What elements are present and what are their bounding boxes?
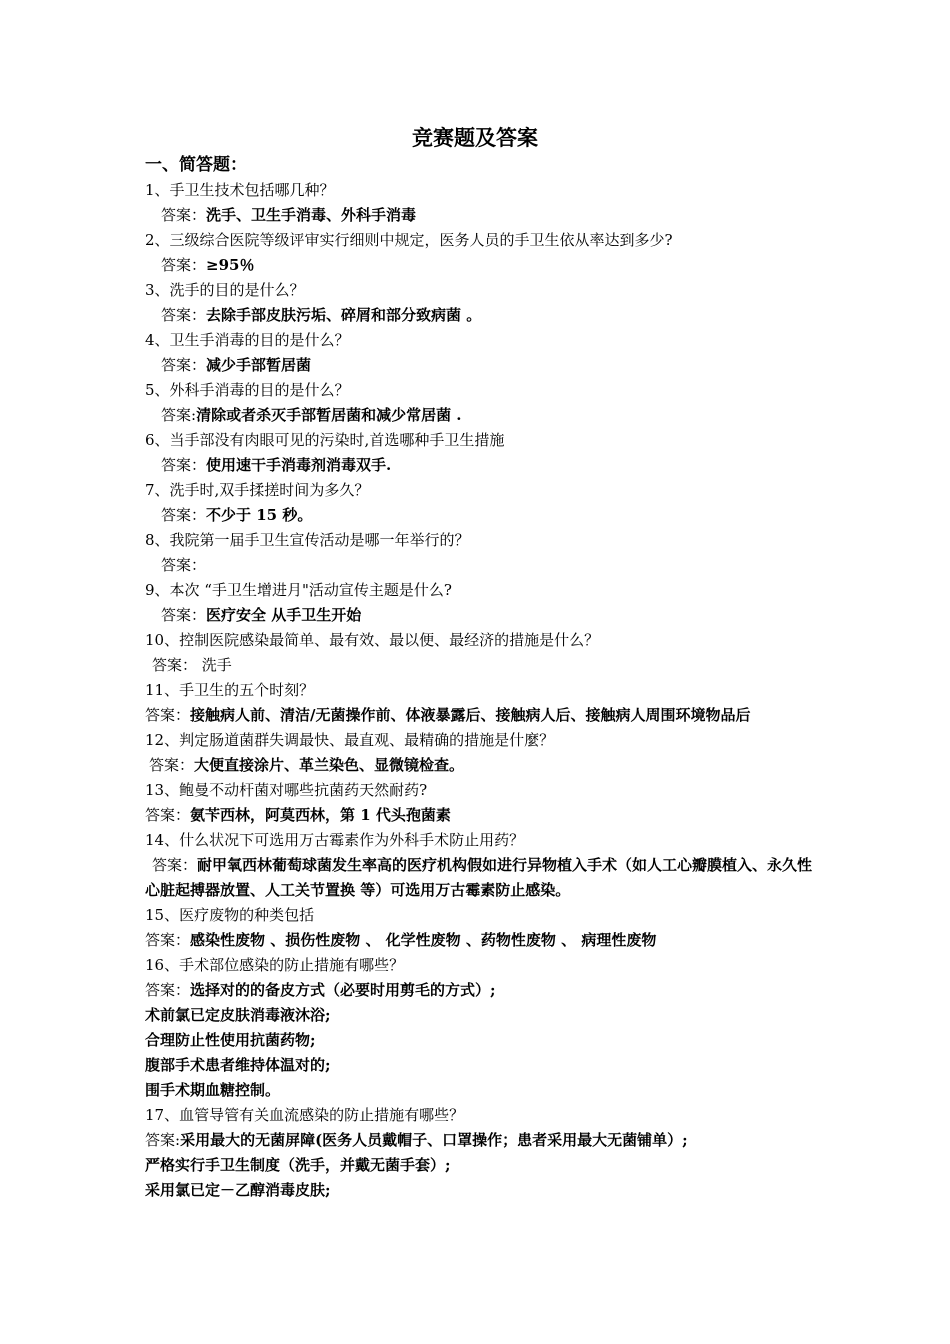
answer-text: 采用最大的无菌屏障(医务人员戴帽子、口罩操作；患者采用最大无菌铺单）; bbox=[180, 1131, 688, 1149]
question-7: 7、洗手时,双手揉搓时间为多久？ bbox=[145, 481, 370, 499]
question-10: 10、控制医院感染最简单、最有效、最以便、最经济的措施是什么？ bbox=[145, 631, 600, 649]
answer-text: ≥95％ bbox=[206, 256, 255, 274]
question-5: 5、外科手消毒的目的是什么？ bbox=[145, 381, 350, 399]
answer-prefix: 答案： bbox=[161, 606, 207, 624]
answer-16 bbox=[145, 978, 820, 1003]
answer-prefix: 答案： bbox=[145, 806, 191, 824]
answer-3 bbox=[145, 303, 820, 328]
answer-16-item: 术前氯已定皮肤消毒液沐浴; bbox=[145, 1006, 331, 1024]
answer-text: 耐甲氧西林葡萄球菌发生率高的医疗机构假如进行异物植入手术（如人工心瓣膜植入、永久性心脏起搏器放置、人工关节置换 等）可选用万古霉素防止感染。 bbox=[145, 856, 813, 899]
answer-prefix: 答案： bbox=[145, 981, 191, 999]
answer-17 bbox=[145, 1128, 820, 1153]
question-16: 16、手术部位感染的防止措施有哪些？ bbox=[145, 956, 405, 974]
answer-prefix: 答案： bbox=[161, 206, 207, 224]
answer-text: 减少手部暂居菌 bbox=[206, 356, 312, 374]
answer-12 bbox=[145, 753, 820, 778]
answer-prefix: 答案: bbox=[161, 406, 197, 424]
answer-prefix: 答案： bbox=[161, 306, 207, 324]
answer-6 bbox=[145, 453, 820, 478]
answer-2 bbox=[145, 253, 820, 278]
question-8: 8、我院第一届手卫生宣传活动是哪一年举行的？ bbox=[145, 531, 470, 549]
answer-prefix: 答案： bbox=[152, 856, 198, 874]
answer-14 bbox=[145, 853, 820, 903]
answer-prefix: 答案： bbox=[161, 456, 207, 474]
answer-prefix: 答案： bbox=[145, 931, 191, 949]
answer-prefix: 答案： bbox=[149, 756, 195, 774]
question-15: 15、医疗废物的种类包括 bbox=[145, 906, 315, 924]
question-6: 6、当手部没有肉眼可见的污染时,首选哪种手卫生措施 bbox=[145, 431, 505, 449]
answer-15 bbox=[145, 928, 820, 953]
question-9: 9、本次 “手卫生增进月"活动宣传主题是什么? bbox=[145, 581, 452, 599]
answer-prefix: 答案： bbox=[161, 256, 207, 274]
answer-text: 使用速干手消毒剂消毒双手. bbox=[206, 456, 392, 474]
document-title: 竞赛题及答案 bbox=[412, 125, 538, 150]
answer-text: 感染性废物 、损伤性废物 、 化学性废物 、药物性废物 、 病理性废物 bbox=[190, 931, 657, 949]
section-heading: 一、简答题： bbox=[145, 155, 247, 175]
answer-prefix: 答案： bbox=[152, 656, 198, 674]
question-1: 1、手卫生技术包括哪几种？ bbox=[145, 181, 335, 199]
answer-prefix: 答案： bbox=[161, 356, 207, 374]
answer-text: 洗手、卫生手消毒、外科手消毒 bbox=[206, 206, 417, 224]
answer-13 bbox=[145, 803, 820, 828]
question-2: 2、三级综合医院等级评审实行细则中规定，医务人员的手卫生依从率达到多少? bbox=[145, 231, 673, 249]
answer-text: 清除或者杀灭手部暂居菌和减少常居菌 . bbox=[196, 406, 462, 424]
question-13: 13、鲍曼不动杆菌对哪些抗菌药天然耐药? bbox=[145, 781, 428, 799]
question-17: 17、血管导管有关血流感染的防止措施有哪些？ bbox=[145, 1106, 465, 1124]
answer-16-item: 合理防止性使用抗菌药物; bbox=[145, 1031, 316, 1049]
answer-text: 氨苄西林，阿莫西林，第 1 代头孢菌素 bbox=[190, 806, 451, 824]
answer-4 bbox=[145, 353, 820, 378]
answer-10 bbox=[145, 653, 820, 678]
answer-text: 接触病人前、清洁/无菌操作前、体液暴露后、接触病人后、接触病人周围环境物品后 bbox=[190, 706, 751, 724]
answer-text: 不少于 15 秒。 bbox=[206, 506, 313, 524]
question-4: 4、卫生手消毒的目的是什么？ bbox=[145, 331, 350, 349]
question-12: 12、判定肠道菌群失调最快、最直观、最精确的措施是什麼？ bbox=[145, 731, 555, 749]
question-3: 3、洗手的目的是什么？ bbox=[145, 281, 305, 299]
answer-16-item: 腹部手术患者维持体温对的; bbox=[145, 1056, 331, 1074]
answer-text: 医疗安全 从手卫生开始 bbox=[206, 606, 362, 624]
answer-7 bbox=[145, 503, 820, 528]
answer-5 bbox=[145, 403, 820, 428]
document-body bbox=[145, 152, 820, 1203]
answer-16-item: 围手术期血糖控制。 bbox=[145, 1081, 281, 1099]
question-14: 14、什么状况下可选用万古霉素作为外科手术防止用药？ bbox=[145, 831, 525, 849]
answer-text: 洗手 bbox=[197, 656, 232, 674]
answer-prefix: 答案： bbox=[145, 706, 191, 724]
answer-8 bbox=[145, 553, 820, 578]
answer-9 bbox=[145, 603, 820, 628]
answer-17-item: 严格实行手卫生制度（洗手，并戴无菌手套）; bbox=[145, 1156, 451, 1174]
answer-prefix: 答案： bbox=[161, 506, 207, 524]
answer-11 bbox=[145, 703, 820, 728]
answer-prefix: 答案: bbox=[145, 1131, 181, 1149]
answer-text: 选择对的的备皮方式（必要时用剪毛的方式）; bbox=[190, 981, 496, 999]
question-11: 11、手卫生的五个时刻？ bbox=[145, 681, 315, 699]
answer-text: 大便直接涂片、革兰染色、显微镜检查。 bbox=[194, 756, 465, 774]
answer-text: 去除手部皮肤污垢、碎屑和部分致病菌 。 bbox=[206, 306, 482, 324]
answer-17-item: 采用氯已定－乙醇消毒皮肤; bbox=[145, 1181, 331, 1199]
answer-prefix: 答案： bbox=[161, 556, 207, 574]
answer-1 bbox=[145, 203, 820, 228]
